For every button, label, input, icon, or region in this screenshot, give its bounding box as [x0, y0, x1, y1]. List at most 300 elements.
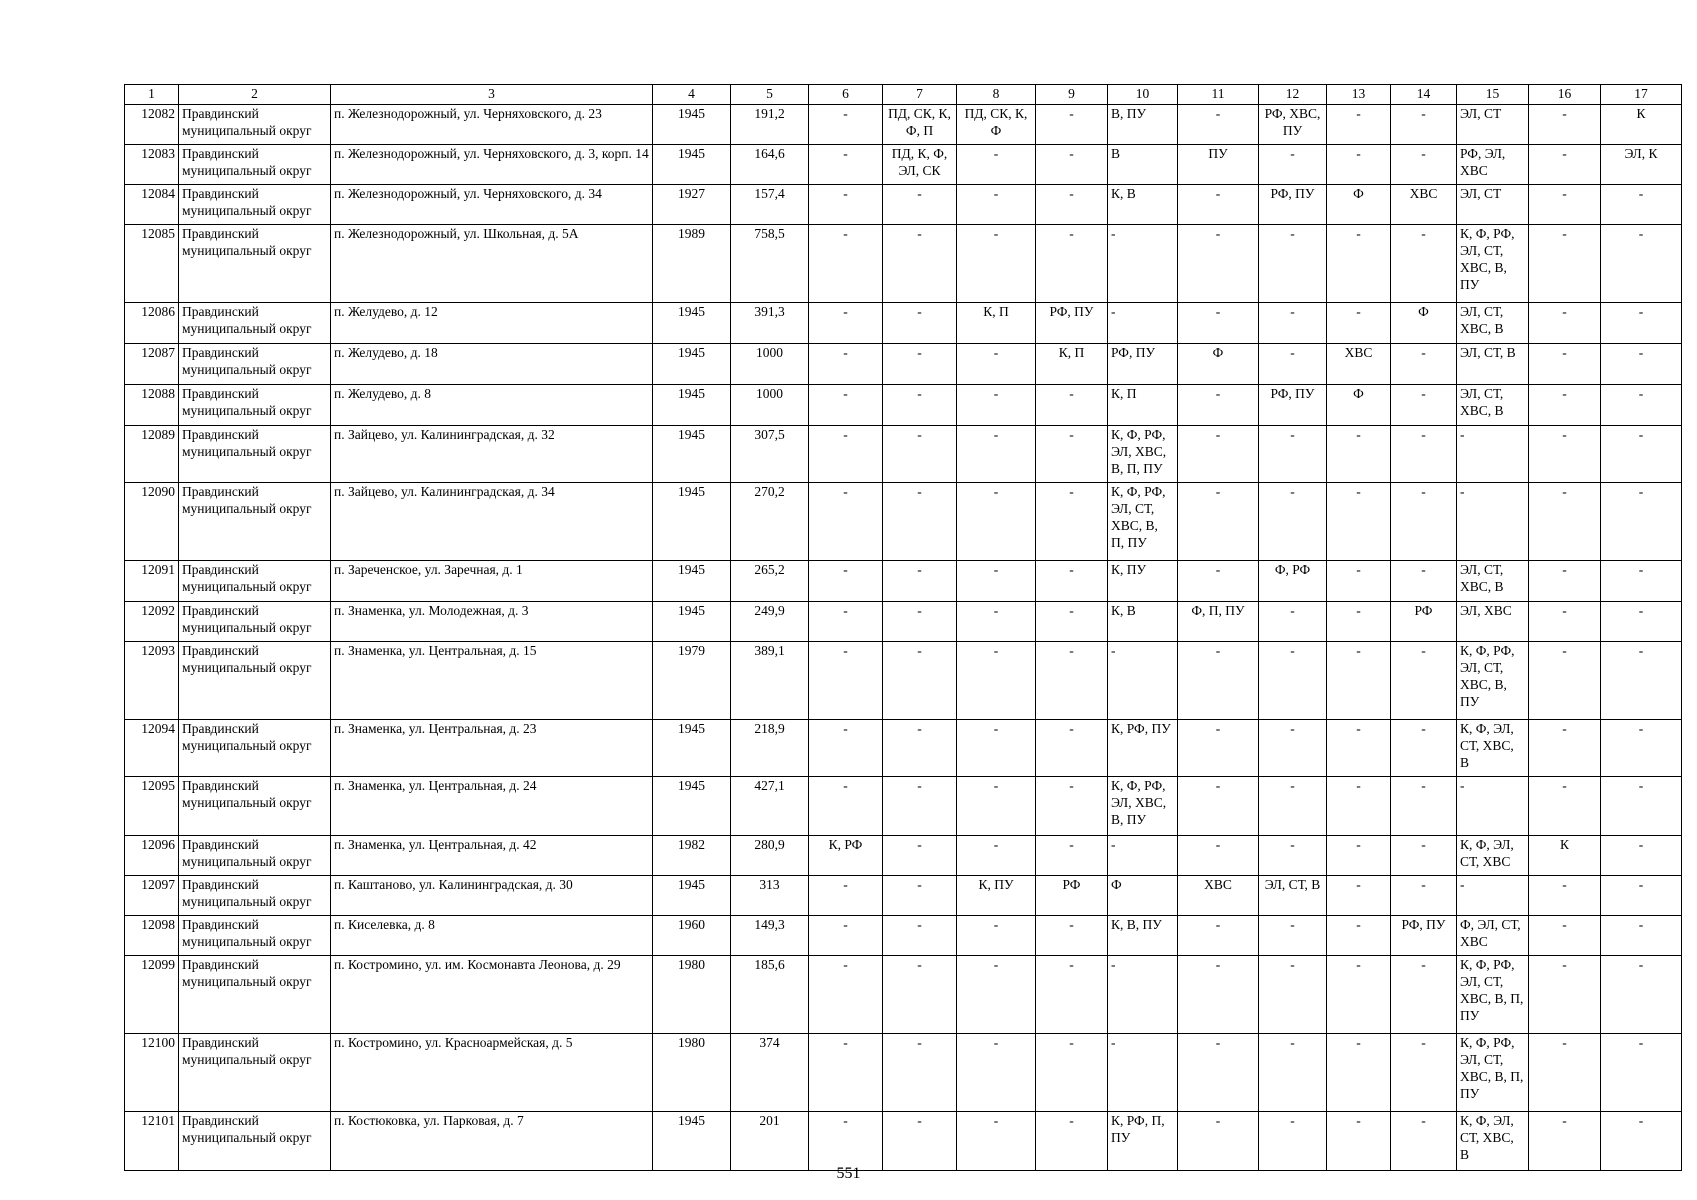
table-cell: - [957, 777, 1036, 836]
table-cell: 12084 [125, 185, 179, 225]
table-cell: К, Ф, ЭЛ, СТ, ХВС [1457, 836, 1529, 876]
table-cell: - [1529, 185, 1601, 225]
table-cell: - [883, 836, 957, 876]
table-cell: - [809, 720, 883, 777]
table-cell: - [1259, 344, 1327, 385]
table-cell: - [1391, 836, 1457, 876]
table-cell: Ф [1108, 876, 1178, 916]
table-cell: К, В [1108, 185, 1178, 225]
table-cell: - [1601, 225, 1682, 303]
table-cell: - [1178, 385, 1259, 426]
table-cell: - [957, 145, 1036, 185]
table-cell: - [1036, 145, 1108, 185]
table-cell: - [1601, 426, 1682, 483]
table-cell: - [1601, 385, 1682, 426]
table-cell: - [1391, 483, 1457, 561]
table-cell: - [1601, 344, 1682, 385]
table-cell: - [1036, 105, 1108, 145]
table-cell: - [1327, 836, 1391, 876]
table-cell: - [1259, 483, 1327, 561]
table-cell: 201 [731, 1112, 809, 1171]
table-cell: 191,2 [731, 105, 809, 145]
table-cell: ЭЛ, ХВС [1457, 602, 1529, 642]
table-cell: Правдинский муниципальный округ [179, 185, 331, 225]
table-cell: - [809, 105, 883, 145]
table-row [125, 344, 1682, 385]
table-cell: Правдинский муниципальный округ [179, 602, 331, 642]
table-cell: Правдинский муниципальный округ [179, 344, 331, 385]
table-cell: - [1259, 916, 1327, 956]
table-cell: - [1391, 561, 1457, 602]
table-cell: - [883, 956, 957, 1034]
table-cell: К, Ф, РФ, ЭЛ, ХВС, В, ПУ [1108, 777, 1178, 836]
table-cell: - [1036, 385, 1108, 426]
table-cell: - [809, 876, 883, 916]
table-cell: 758,5 [731, 225, 809, 303]
table-cell: п. Костромино, ул. им. Космонавта Леонова, д. 29 [331, 956, 653, 1034]
table-cell: К, РФ, П, ПУ [1108, 1112, 1178, 1171]
table-cell: ЭЛ, К [1601, 145, 1682, 185]
table-cell: - [957, 426, 1036, 483]
table-row [125, 426, 1682, 483]
table-cell: - [957, 185, 1036, 225]
table-cell: п. Железнодорожный, ул. Черняховского, д. 3, корп. 14 [331, 145, 653, 185]
table-cell: 12097 [125, 876, 179, 916]
table-cell: ХВС [1178, 876, 1259, 916]
table-cell: - [957, 1112, 1036, 1171]
table-cell: - [1601, 777, 1682, 836]
table-cell: - [809, 777, 883, 836]
table-cell: - [1327, 956, 1391, 1034]
table-cell: п. Каштаново, ул. Калининградская, д. 30 [331, 876, 653, 916]
table-cell: - [883, 426, 957, 483]
table-cell: К, Ф, РФ, ЭЛ, СТ, ХВС, В, ПУ [1457, 642, 1529, 720]
table-cell: - [1529, 602, 1601, 642]
table-row [125, 1034, 1682, 1112]
table-row [125, 1112, 1682, 1171]
table-cell: - [1529, 225, 1601, 303]
column-header: 4 [653, 85, 731, 105]
table-cell: К, Ф, ЭЛ, СТ, ХВС, В [1457, 1112, 1529, 1171]
table-cell: 280,9 [731, 836, 809, 876]
table-cell: - [883, 876, 957, 916]
table-cell: - [809, 1112, 883, 1171]
table-cell: - [883, 303, 957, 344]
table-row [125, 876, 1682, 916]
table-cell: - [1178, 105, 1259, 145]
table-cell: - [957, 483, 1036, 561]
table-cell: 1000 [731, 385, 809, 426]
table-cell: ПД, К, Ф, ЭЛ, СК [883, 145, 957, 185]
column-header: 11 [1178, 85, 1259, 105]
table-cell: - [1391, 720, 1457, 777]
table-cell: - [1391, 1034, 1457, 1112]
table-cell: - [1178, 642, 1259, 720]
table-cell: - [1529, 385, 1601, 426]
table-cell: К, П [957, 303, 1036, 344]
column-header: 16 [1529, 85, 1601, 105]
table-cell: - [883, 1034, 957, 1112]
column-header: 8 [957, 85, 1036, 105]
table-cell: РФ, ПУ [1036, 303, 1108, 344]
table-cell: 1960 [653, 916, 731, 956]
table-cell: - [1036, 1034, 1108, 1112]
table-cell: 12096 [125, 836, 179, 876]
table-row [125, 145, 1682, 185]
table-cell: Правдинский муниципальный округ [179, 876, 331, 916]
table-cell: - [809, 483, 883, 561]
table-cell: - [809, 344, 883, 385]
table-cell: - [1601, 836, 1682, 876]
table-cell: - [1391, 1112, 1457, 1171]
table-cell: РФ [1391, 602, 1457, 642]
table-cell: - [957, 225, 1036, 303]
table-cell: Ф [1327, 385, 1391, 426]
table-row [125, 642, 1682, 720]
table-cell: РФ [1036, 876, 1108, 916]
table-cell: Правдинский муниципальный округ [179, 483, 331, 561]
table-cell: К, РФ, ПУ [1108, 720, 1178, 777]
table-cell: - [1601, 1112, 1682, 1171]
table-cell: - [1601, 720, 1682, 777]
table-cell: 1979 [653, 642, 731, 720]
table-cell: п. Знаменка, ул. Центральная, д. 42 [331, 836, 653, 876]
table-cell: Правдинский муниципальный округ [179, 145, 331, 185]
table-cell: - [1036, 777, 1108, 836]
table-cell: - [1178, 483, 1259, 561]
table-cell: - [1178, 225, 1259, 303]
column-header: 5 [731, 85, 809, 105]
table-cell: - [1108, 303, 1178, 344]
table-cell: Правдинский муниципальный округ [179, 720, 331, 777]
table-cell: 1982 [653, 836, 731, 876]
table-row [125, 483, 1682, 561]
table-cell: К, ПУ [1108, 561, 1178, 602]
table-cell: Ф, П, ПУ [1178, 602, 1259, 642]
table-cell: - [1108, 836, 1178, 876]
table-cell: - [1327, 225, 1391, 303]
table-cell: - [1529, 916, 1601, 956]
table-cell: - [1327, 561, 1391, 602]
table-cell: - [1108, 642, 1178, 720]
page-number: 551 [836, 1165, 861, 1182]
table-cell: 1989 [653, 225, 731, 303]
table-cell: - [809, 602, 883, 642]
table-cell: - [1036, 426, 1108, 483]
table-cell: К, Ф, РФ, ЭЛ, СТ, ХВС, В, П, ПУ [1108, 483, 1178, 561]
table-cell: Правдинский муниципальный округ [179, 561, 331, 602]
table-cell: - [1327, 145, 1391, 185]
table-cell: 374 [731, 1034, 809, 1112]
table-cell: - [1108, 225, 1178, 303]
table-row [125, 720, 1682, 777]
table-cell: К, В [1108, 602, 1178, 642]
table-cell: РФ, ПУ [1259, 185, 1327, 225]
table-cell: - [809, 956, 883, 1034]
table-cell: п. Железнодорожный, ул. Черняховского, д. 34 [331, 185, 653, 225]
table-cell: - [883, 720, 957, 777]
table-cell: - [1178, 426, 1259, 483]
table-cell: п. Зайцево, ул. Калининградская, д. 34 [331, 483, 653, 561]
table-cell: - [1327, 916, 1391, 956]
table-cell: 1945 [653, 145, 731, 185]
table-cell: 1945 [653, 1112, 731, 1171]
table-cell: РФ, ХВС, ПУ [1259, 105, 1327, 145]
table-cell: 1980 [653, 1034, 731, 1112]
table-cell: 313 [731, 876, 809, 916]
table-cell: - [1529, 720, 1601, 777]
table-cell: Ф [1327, 185, 1391, 225]
table-cell: Правдинский муниципальный округ [179, 385, 331, 426]
table-cell: 1945 [653, 876, 731, 916]
table-cell: - [1327, 642, 1391, 720]
table-cell: - [1178, 1112, 1259, 1171]
table-cell: - [1391, 145, 1457, 185]
table-cell: - [883, 225, 957, 303]
table-cell: п. Знаменка, ул. Молодежная, д. 3 [331, 602, 653, 642]
table-cell: - [957, 642, 1036, 720]
table-cell: - [1327, 876, 1391, 916]
table-cell: ХВС [1391, 185, 1457, 225]
table-cell: К, Ф, ЭЛ, СТ, ХВС, В [1457, 720, 1529, 777]
table-cell: - [957, 344, 1036, 385]
table-cell: - [1529, 1034, 1601, 1112]
table-cell: 12101 [125, 1112, 179, 1171]
table-cell: 1945 [653, 777, 731, 836]
table-cell: - [1178, 561, 1259, 602]
table-cell: ПД, СК, К, Ф, П [883, 105, 957, 145]
table-cell: 1945 [653, 561, 731, 602]
column-header: 10 [1108, 85, 1178, 105]
column-header: 15 [1457, 85, 1529, 105]
table-cell: К, П [1108, 385, 1178, 426]
table-cell: - [1601, 956, 1682, 1034]
table-cell: - [1391, 956, 1457, 1034]
table-cell: В [1108, 145, 1178, 185]
table-cell: - [1529, 105, 1601, 145]
table-cell: - [1529, 1112, 1601, 1171]
table-cell: 12093 [125, 642, 179, 720]
table-cell: - [883, 385, 957, 426]
table-row [125, 561, 1682, 602]
table-cell: 12088 [125, 385, 179, 426]
table-cell: - [1178, 303, 1259, 344]
table-cell: - [1529, 642, 1601, 720]
table-row [125, 602, 1682, 642]
table-cell: - [1108, 956, 1178, 1034]
header-row [125, 85, 1682, 105]
table-cell: - [1259, 225, 1327, 303]
table-cell: - [1529, 145, 1601, 185]
table-cell: - [1327, 426, 1391, 483]
table-cell: К, Ф, РФ, ЭЛ, СТ, ХВС, В, ПУ [1457, 225, 1529, 303]
table-row [125, 185, 1682, 225]
table-cell: - [957, 720, 1036, 777]
table-cell: п. Желудево, д. 8 [331, 385, 653, 426]
table-cell: ЭЛ, СТ, В [1457, 344, 1529, 385]
table-cell: 270,2 [731, 483, 809, 561]
table-cell: ПД, СК, К, Ф [957, 105, 1036, 145]
table-cell: ЭЛ, СТ, ХВС, В [1457, 385, 1529, 426]
table-cell: 149,3 [731, 916, 809, 956]
table-cell: - [1259, 145, 1327, 185]
table-cell: - [1036, 836, 1108, 876]
table-cell: п. Костромино, ул. Красноармейская, д. 5 [331, 1034, 653, 1112]
column-header: 3 [331, 85, 653, 105]
table-cell: 12082 [125, 105, 179, 145]
table-cell: - [1601, 483, 1682, 561]
table-cell: - [809, 1034, 883, 1112]
table-cell: - [1259, 956, 1327, 1034]
table-cell: 1000 [731, 344, 809, 385]
table-cell: - [1036, 720, 1108, 777]
table-cell: - [1178, 956, 1259, 1034]
table-cell: РФ, ЭЛ, ХВС [1457, 145, 1529, 185]
table-cell: К, ПУ [957, 876, 1036, 916]
table-cell: - [957, 956, 1036, 1034]
table-cell: Правдинский муниципальный округ [179, 642, 331, 720]
column-header: 1 [125, 85, 179, 105]
table-cell: 1945 [653, 303, 731, 344]
table-row [125, 916, 1682, 956]
table-cell: - [1178, 777, 1259, 836]
table-cell: - [883, 916, 957, 956]
table-cell: п. Знаменка, ул. Центральная, д. 23 [331, 720, 653, 777]
table-cell: Правдинский муниципальный округ [179, 1112, 331, 1171]
table-cell: - [1529, 483, 1601, 561]
table-cell: К [1601, 105, 1682, 145]
table-cell: 185,6 [731, 956, 809, 1034]
table-cell: - [1391, 225, 1457, 303]
table-cell: - [809, 642, 883, 720]
table-cell: Ф [1178, 344, 1259, 385]
column-header: 2 [179, 85, 331, 105]
table-cell: 164,6 [731, 145, 809, 185]
table-cell: - [1036, 561, 1108, 602]
table-cell: - [1259, 836, 1327, 876]
table-cell: - [957, 916, 1036, 956]
table-cell: - [1178, 836, 1259, 876]
register-table [124, 84, 1682, 1171]
table-cell: - [1327, 777, 1391, 836]
table-cell: 391,3 [731, 303, 809, 344]
table-cell: - [1457, 876, 1529, 916]
table-cell: - [809, 385, 883, 426]
table-cell: - [1601, 602, 1682, 642]
table-cell: - [1327, 303, 1391, 344]
table-row [125, 105, 1682, 145]
table-cell: 12091 [125, 561, 179, 602]
table-cell: РФ, ПУ [1259, 385, 1327, 426]
table-cell: 157,4 [731, 185, 809, 225]
table-cell: - [957, 1034, 1036, 1112]
table-cell: 218,9 [731, 720, 809, 777]
table-cell: - [809, 561, 883, 602]
table-cell: К, Ф, РФ, ЭЛ, СТ, ХВС, В, П, ПУ [1457, 1034, 1529, 1112]
table-row [125, 385, 1682, 426]
table-cell: - [883, 344, 957, 385]
table-cell: - [809, 916, 883, 956]
table-cell: 12095 [125, 777, 179, 836]
table-cell: 307,5 [731, 426, 809, 483]
table-cell: - [1036, 642, 1108, 720]
table-cell: Ф [1391, 303, 1457, 344]
table-cell: - [1178, 185, 1259, 225]
table-cell: - [1457, 777, 1529, 836]
table-cell: Правдинский муниципальный округ [179, 303, 331, 344]
table-cell: - [883, 642, 957, 720]
column-header: 14 [1391, 85, 1457, 105]
table-cell: - [1327, 1112, 1391, 1171]
table-cell: 12086 [125, 303, 179, 344]
table-cell: - [1529, 561, 1601, 602]
table-cell: РФ, ПУ [1391, 916, 1457, 956]
table-cell: 12098 [125, 916, 179, 956]
table-cell: 1945 [653, 720, 731, 777]
table-cell: - [1259, 642, 1327, 720]
table-cell: - [809, 225, 883, 303]
table-cell: - [809, 303, 883, 344]
table-row [125, 303, 1682, 344]
table-cell: - [1036, 916, 1108, 956]
table-cell: Правдинский муниципальный округ [179, 956, 331, 1034]
table-cell: - [957, 602, 1036, 642]
table-cell: - [1457, 426, 1529, 483]
table-cell: В, ПУ [1108, 105, 1178, 145]
table-cell: - [883, 561, 957, 602]
table-cell: - [1529, 956, 1601, 1034]
table-cell: К, Ф, РФ, ЭЛ, ХВС, В, П, ПУ [1108, 426, 1178, 483]
table-cell: - [809, 426, 883, 483]
table-cell: - [1601, 642, 1682, 720]
table-cell: - [883, 483, 957, 561]
table-cell: - [1601, 916, 1682, 956]
table-cell: 427,1 [731, 777, 809, 836]
table-cell: - [1601, 185, 1682, 225]
table-cell: - [1327, 105, 1391, 145]
table-cell: 1945 [653, 426, 731, 483]
table-cell: К [1529, 836, 1601, 876]
table-cell: - [1259, 1112, 1327, 1171]
table-cell: п. Желудево, д. 12 [331, 303, 653, 344]
column-header: 6 [809, 85, 883, 105]
table-cell: - [1036, 225, 1108, 303]
table-cell: ЭЛ, СТ [1457, 185, 1529, 225]
table-cell: К, Ф, РФ, ЭЛ, СТ, ХВС, В, П, ПУ [1457, 956, 1529, 1034]
table-cell: ЭЛ, СТ [1457, 105, 1529, 145]
table-cell: - [1457, 483, 1529, 561]
table-cell: - [809, 185, 883, 225]
table-cell: - [1391, 385, 1457, 426]
table-cell: - [1036, 185, 1108, 225]
table-row [125, 777, 1682, 836]
table-cell: - [1259, 426, 1327, 483]
table-cell: - [883, 777, 957, 836]
table-cell: 1980 [653, 956, 731, 1034]
table-cell: 12100 [125, 1034, 179, 1112]
table-cell: РФ, ПУ [1108, 344, 1178, 385]
table-cell: ХВС [1327, 344, 1391, 385]
table-cell: - [1529, 777, 1601, 836]
table-cell: - [1178, 1034, 1259, 1112]
table-row [125, 836, 1682, 876]
table-cell: - [1259, 777, 1327, 836]
table-cell: п. Железнодорожный, ул. Школьная, д. 5А [331, 225, 653, 303]
table-cell: - [1529, 303, 1601, 344]
table-cell: Ф, РФ [1259, 561, 1327, 602]
column-header: 13 [1327, 85, 1391, 105]
table-cell: п. Зареченское, ул. Заречная, д. 1 [331, 561, 653, 602]
